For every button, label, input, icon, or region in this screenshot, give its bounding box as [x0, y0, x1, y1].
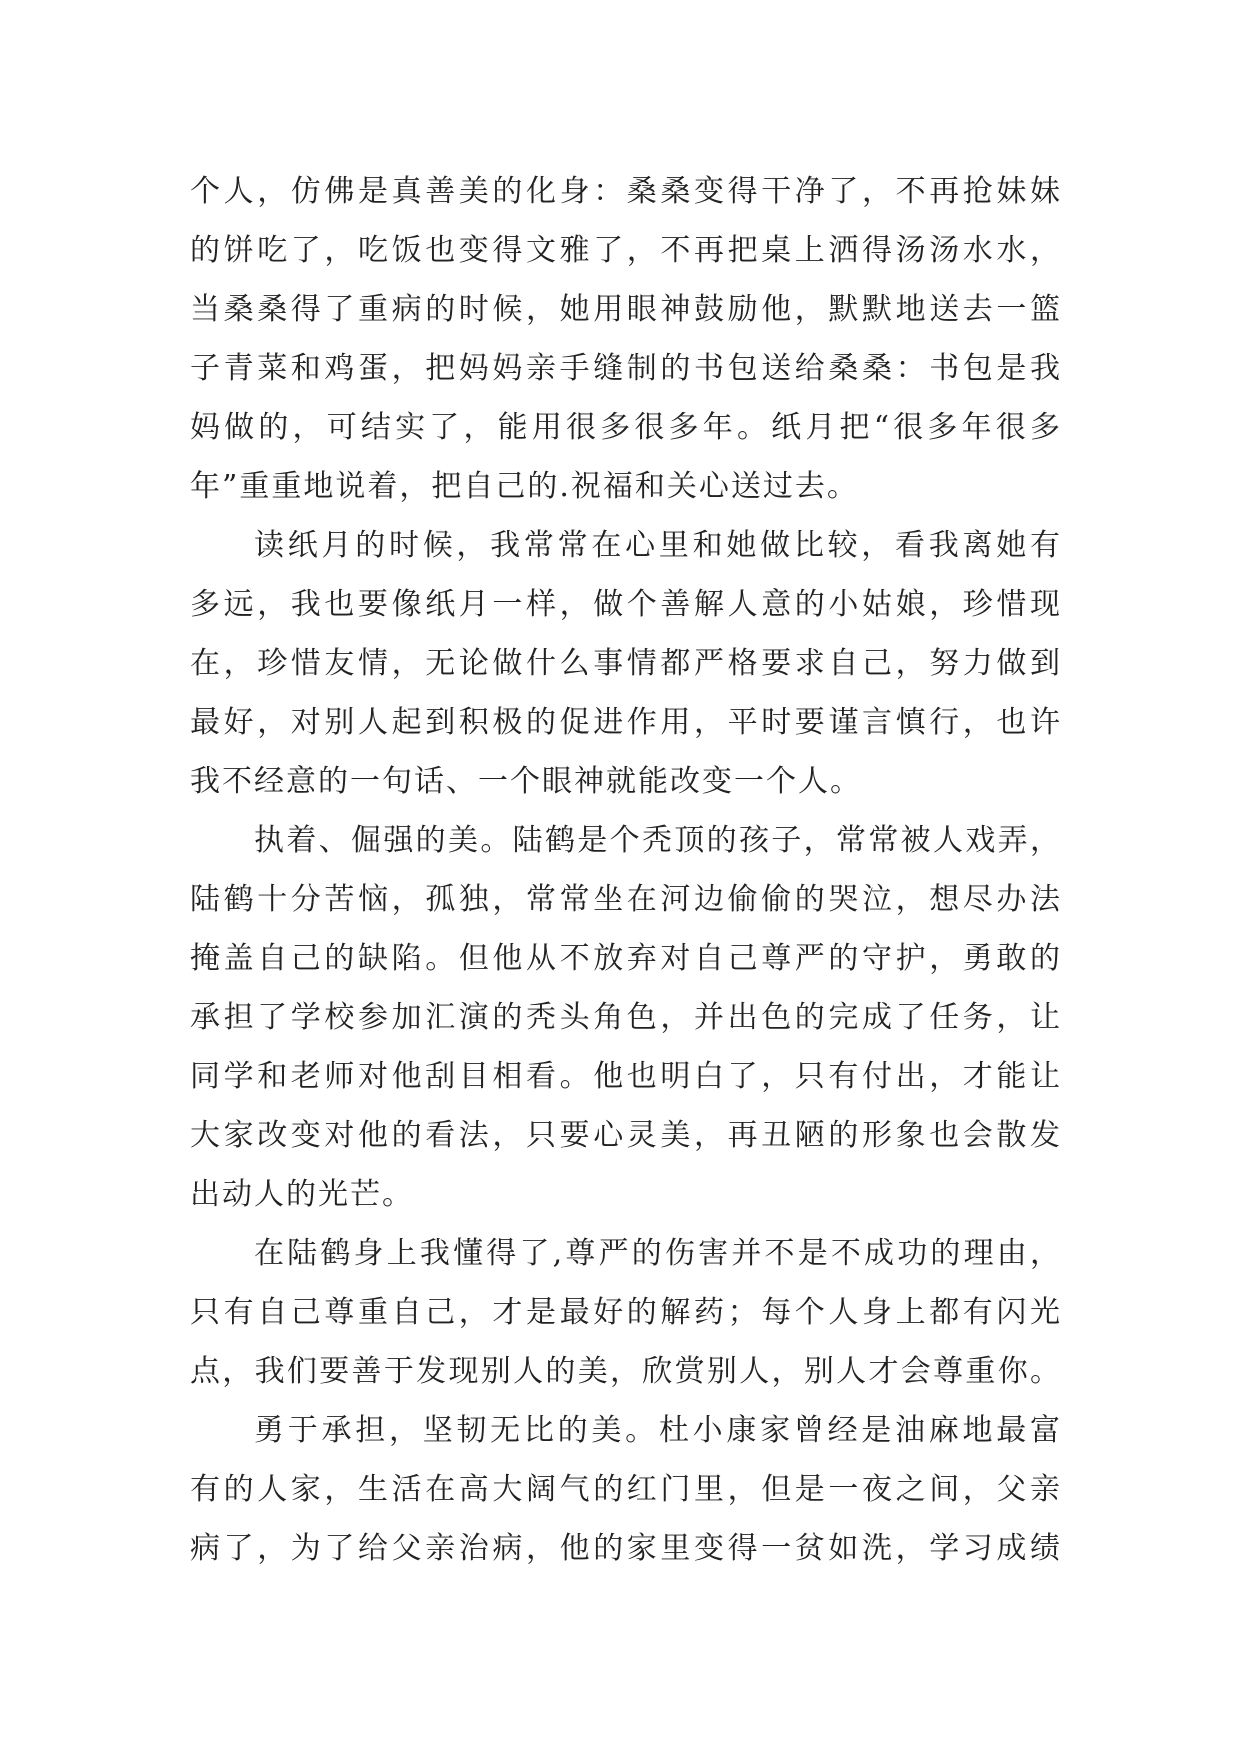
text-line: 陆鹤十分苦恼，孤独，常常坐在河边偷偷的哭泣，想尽办法 [190, 882, 1062, 917]
text-line: 病了，为了给父亲治病，他的家里变得一贫如洗，学习成绩 [190, 1531, 1062, 1566]
text-line: 最好，对别人起到积极的促进作用，平时要谨言慎行，也许 [190, 705, 1062, 740]
text-line: 执着、倔强的美。陆鹤是个秃顶的孩子，常常被人戏弄， [254, 823, 1062, 858]
paragraph-3 [190, 811, 1062, 1224]
text-line: 承担了学校参加汇演的秃头角色，并出色的完成了任务，让 [190, 1000, 1062, 1035]
text-line: 有的人家，生活在高大阔气的红门里，但是一夜之间，父亲 [190, 1472, 1062, 1507]
text-line: 点，我们要善于发现别人的美，欣赏别人，别人才会尊重你。 [190, 1354, 1062, 1389]
text-line: 在，珍惜友情，无论做什么事情都严格要求自己，努力做到 [190, 646, 1062, 681]
text-line: 出动人的光芒。 [190, 1177, 414, 1212]
text-line: 只有自己尊重自己，才是最好的解药；每个人身上都有闪光 [190, 1295, 1062, 1330]
document-page [190, 162, 1062, 1578]
paragraph-4 [190, 1224, 1062, 1401]
text-line: 勇于承担，坚韧无比的美。杜小康家曾经是油麻地最富 [254, 1413, 1062, 1448]
text-line: 妈做的，可结实了，能用很多很多年。纸月把“很多年很多 [190, 410, 1062, 445]
text-line: 当桑桑得了重病的时候，她用眼神鼓励他，默默地送去一篮 [190, 292, 1062, 327]
text-line: 子青菜和鸡蛋，把妈妈亲手缝制的书包送给桑桑：书包是我 [190, 351, 1062, 386]
text-line: 在陆鹤身上我懂得了,尊严的伤害并不是不成功的理由， [254, 1236, 1062, 1271]
text-line: 多远，我也要像纸月一样，做个善解人意的小姑娘，珍惜现 [190, 587, 1062, 622]
text-line: 同学和老师对他刮目相看。他也明白了，只有付出，才能让 [190, 1059, 1062, 1094]
paragraph-2 [190, 516, 1062, 811]
text-line: 的饼吃了，吃饭也变得文雅了，不再把桌上洒得汤汤水水， [190, 233, 1062, 268]
text-line: 读纸月的时候，我常常在心里和她做比较，看我离她有 [254, 528, 1062, 563]
text-line: 我不经意的一句话、一个眼神就能改变一个人。 [190, 764, 862, 799]
text-line: 个人，仿佛是真善美的化身：桑桑变得干净了，不再抢妹妹 [190, 174, 1062, 209]
text-line: 大家改变对他的看法，只要心灵美，再丑陋的形象也会散发 [190, 1118, 1062, 1153]
text-line: 年”重重地说着，把自己的.祝福和关心送过去。 [190, 469, 859, 504]
text-line: 掩盖自己的缺陷。但他从不放弃对自己尊严的守护，勇敢的 [190, 941, 1062, 976]
paragraph-1 [190, 162, 1062, 516]
paragraph-5 [190, 1401, 1062, 1578]
